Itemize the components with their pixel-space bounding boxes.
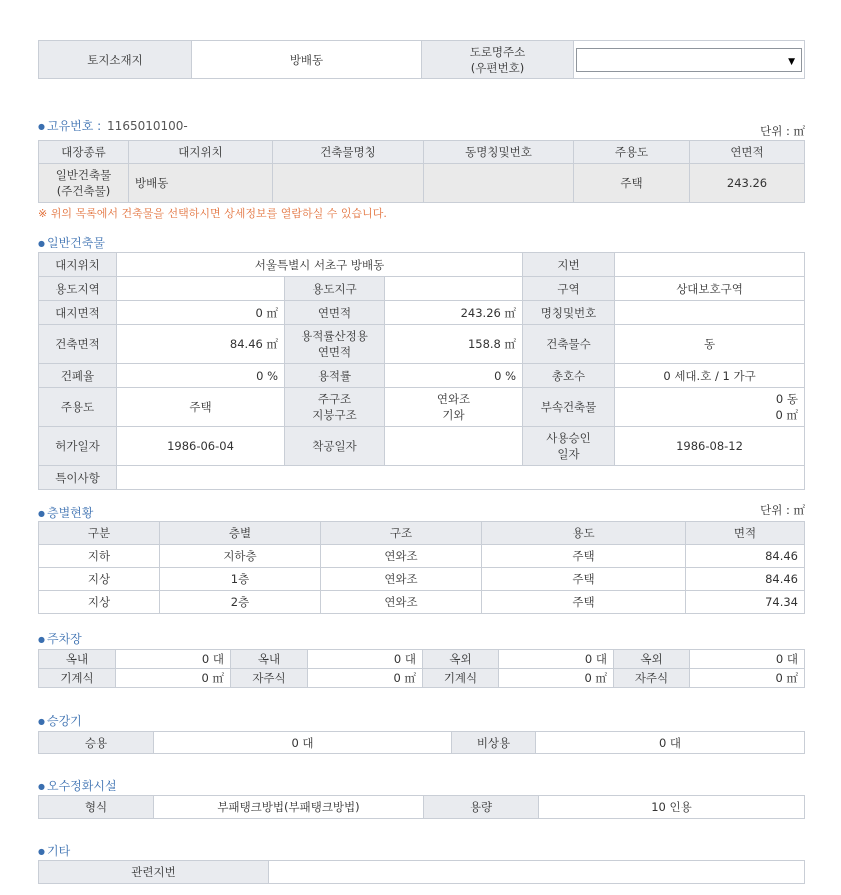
ledger-header: 동명칭및번호 bbox=[424, 141, 574, 164]
permit-date-value: 1986-06-04 bbox=[117, 427, 285, 466]
floors-title-text: 층별현황 bbox=[46, 506, 94, 520]
elevator-title-text: 승강기 bbox=[46, 714, 82, 728]
households-value: 0 세대.호 / 1 가구 bbox=[615, 364, 805, 388]
lot-value bbox=[615, 253, 805, 277]
floor-structure: 연와조 bbox=[321, 568, 482, 591]
floors-unit: 단위 : ㎡ bbox=[760, 503, 805, 517]
floor-use: 주택 bbox=[482, 545, 686, 568]
land-location-label: 토지소재지 bbox=[39, 41, 192, 79]
ledger-header: 연면적 bbox=[690, 141, 805, 164]
parking-value: 0 ㎡ bbox=[690, 669, 805, 688]
floor-level: 2층 bbox=[160, 591, 321, 614]
ledger-use: 주택 bbox=[574, 164, 690, 203]
structure-label-line2: 지붕구조 bbox=[312, 408, 357, 422]
site-area-value: 0 ㎡ bbox=[117, 301, 285, 325]
floor-use: 주택 bbox=[482, 591, 686, 614]
far-area-label-line2: 연면적 bbox=[317, 345, 352, 359]
unique-number bbox=[38, 117, 188, 134]
table-row bbox=[39, 591, 805, 614]
sewage-type-value: 부패탱크방법(부패탱크방법) bbox=[154, 796, 424, 819]
bullet-icon: ● bbox=[38, 782, 45, 791]
parking-label: 기계식 bbox=[39, 669, 116, 688]
emergency-elevator-value: 0 대 bbox=[536, 732, 805, 754]
selection-note: ※ 위의 목록에서 건축물을 선택하시면 상세정보를 열람하실 수 있습니다. bbox=[38, 207, 387, 220]
emergency-elevator-label: 비상용 bbox=[452, 732, 536, 754]
table-row bbox=[39, 568, 805, 591]
start-date-value bbox=[385, 427, 523, 466]
ledger-header: 대지위치 bbox=[129, 141, 273, 164]
parking-row bbox=[39, 650, 805, 669]
annex-label: 부속건축물 bbox=[523, 388, 615, 427]
bullet-icon: ● bbox=[38, 717, 45, 726]
road-address-cell bbox=[574, 41, 805, 79]
road-address-label-line1: 도로명주소 bbox=[469, 44, 526, 59]
related-lot-label: 관련지번 bbox=[39, 861, 269, 884]
site-area-label: 대지면적 bbox=[39, 301, 117, 325]
bcr-value: 0 % bbox=[117, 364, 285, 388]
ledger-type-line1: 일반건축물 bbox=[55, 168, 112, 182]
elevator-title bbox=[38, 712, 82, 729]
floors-header: 구조 bbox=[321, 522, 482, 545]
parking-value: 0 ㎡ bbox=[499, 669, 614, 688]
ledger-dong bbox=[424, 164, 574, 203]
parking-label: 옥내 bbox=[39, 650, 116, 669]
name-number-label: 명칭및번호 bbox=[523, 301, 615, 325]
sewage-title-text: 오수정화시설 bbox=[46, 779, 117, 793]
annex-value bbox=[615, 388, 805, 427]
parking-value: 0 대 bbox=[308, 650, 423, 669]
parking-value: 0 ㎡ bbox=[308, 669, 423, 688]
permit-date-label: 허가일자 bbox=[39, 427, 117, 466]
area-value: 상대보호구역 bbox=[615, 277, 805, 301]
parking-label: 기계식 bbox=[423, 669, 499, 688]
main-use-value: 주택 bbox=[117, 388, 285, 427]
start-date-label: 착공일자 bbox=[285, 427, 385, 466]
annex-value-line2: 0 ㎡ bbox=[775, 408, 799, 422]
far-value: 0 % bbox=[385, 364, 523, 388]
general-table bbox=[38, 252, 805, 490]
floors-header: 용도 bbox=[482, 522, 686, 545]
floors-header: 층별 bbox=[160, 522, 321, 545]
floors-title bbox=[38, 504, 93, 521]
parking-value: 0 ㎡ bbox=[116, 669, 231, 688]
ledger-location: 방배동 bbox=[129, 164, 273, 203]
site-location-label: 대지위치 bbox=[39, 253, 117, 277]
bullet-icon: ● bbox=[38, 239, 45, 248]
general-title-text: 일반건축물 bbox=[46, 236, 105, 250]
floor-category: 지상 bbox=[39, 591, 160, 614]
approval-date-value: 1986-08-12 bbox=[615, 427, 805, 466]
far-label: 용적률 bbox=[285, 364, 385, 388]
total-floor-area-label: 연면적 bbox=[285, 301, 385, 325]
floor-area: 84.46 bbox=[686, 568, 805, 591]
floor-category: 지하 bbox=[39, 545, 160, 568]
sewage-capacity-label: 용량 bbox=[424, 796, 539, 819]
parking-label: 자주식 bbox=[614, 669, 690, 688]
structure-label bbox=[285, 388, 385, 427]
bullet-icon: ● bbox=[38, 847, 45, 856]
area-label: 구역 bbox=[523, 277, 615, 301]
sewage-title bbox=[38, 777, 117, 794]
households-label: 총호수 bbox=[523, 364, 615, 388]
table-row bbox=[39, 545, 805, 568]
main-use-label: 주용도 bbox=[39, 388, 117, 427]
parking-label: 자주식 bbox=[231, 669, 308, 688]
sewage-capacity-value: 10 인용 bbox=[539, 796, 805, 819]
lot-label: 지번 bbox=[523, 253, 615, 277]
ledger-type-line2: (주건축물) bbox=[56, 184, 111, 198]
ledger-header: 건축물명칭 bbox=[273, 141, 424, 164]
ledger-type bbox=[39, 164, 129, 203]
approval-date-label bbox=[523, 427, 615, 466]
unique-number-value: 1165010100- bbox=[107, 119, 188, 133]
related-lot-value bbox=[269, 861, 805, 884]
ledger-header: 대장종류 bbox=[39, 141, 129, 164]
name-number-value bbox=[615, 301, 805, 325]
sewage-table bbox=[38, 795, 805, 819]
etc-table bbox=[38, 860, 805, 884]
annex-value-line1: 0 동 bbox=[775, 392, 799, 406]
parking-title-text: 주차장 bbox=[46, 632, 82, 646]
land-location-value: 방배동 bbox=[192, 41, 422, 79]
district-label: 용도지구 bbox=[285, 277, 385, 301]
floor-use: 주택 bbox=[482, 568, 686, 591]
far-area-label-line1: 용적률산정용 bbox=[301, 329, 368, 343]
structure-label-line1: 주구조 bbox=[317, 392, 352, 406]
bcr-label: 건폐율 bbox=[39, 364, 117, 388]
approval-date-label-line1: 사용승인 bbox=[546, 431, 591, 445]
district-value bbox=[385, 277, 523, 301]
parking-table bbox=[38, 649, 805, 688]
floor-structure: 연와조 bbox=[321, 545, 482, 568]
ledger-table bbox=[38, 140, 805, 203]
chevron-down-icon: ▼ bbox=[788, 56, 795, 67]
ledger-row[interactable] bbox=[39, 164, 805, 203]
ledger-area: 243.26 bbox=[690, 164, 805, 203]
structure-value bbox=[385, 388, 523, 427]
floor-level: 지하층 bbox=[160, 545, 321, 568]
address-table bbox=[38, 40, 805, 79]
ledger-name bbox=[273, 164, 424, 203]
floor-category: 지상 bbox=[39, 568, 160, 591]
passenger-elevator-label: 승용 bbox=[39, 732, 154, 754]
building-count-value: 동 bbox=[615, 325, 805, 364]
bullet-icon: ● bbox=[38, 509, 45, 518]
far-area-label bbox=[285, 325, 385, 364]
parking-label: 옥외 bbox=[423, 650, 499, 669]
road-address-label bbox=[422, 41, 574, 79]
floor-structure: 연와조 bbox=[321, 591, 482, 614]
parking-row bbox=[39, 669, 805, 688]
ledger-header: 주용도 bbox=[574, 141, 690, 164]
parking-label: 옥외 bbox=[614, 650, 690, 669]
approval-date-label-line2: 일자 bbox=[557, 447, 580, 461]
unique-number-label: 고유번호 : bbox=[46, 119, 102, 133]
sewage-type-label: 형식 bbox=[39, 796, 154, 819]
special-notes-value bbox=[117, 466, 805, 490]
floors-table bbox=[38, 521, 805, 614]
parking-value: 0 대 bbox=[116, 650, 231, 669]
floors-header: 구분 bbox=[39, 522, 160, 545]
floor-level: 1층 bbox=[160, 568, 321, 591]
special-notes-label: 특이사항 bbox=[39, 466, 117, 490]
far-area-value: 158.8 ㎡ bbox=[385, 325, 523, 364]
zone-value bbox=[117, 277, 285, 301]
zone-label: 용도지역 bbox=[39, 277, 117, 301]
parking-title bbox=[38, 630, 82, 647]
building-area-label: 건축면적 bbox=[39, 325, 117, 364]
parking-label: 옥내 bbox=[231, 650, 308, 669]
floors-header: 면적 bbox=[686, 522, 805, 545]
bullet-icon: ● bbox=[38, 122, 45, 131]
parking-value: 0 대 bbox=[499, 650, 614, 669]
floor-area: 74.34 bbox=[686, 591, 805, 614]
parking-value: 0 대 bbox=[690, 650, 805, 669]
ledger-unit: 단위 : ㎡ bbox=[760, 124, 805, 138]
total-floor-area-value: 243.26 ㎡ bbox=[385, 301, 523, 325]
structure-value-line1: 연와조 bbox=[436, 392, 471, 406]
structure-value-line2: 기와 bbox=[442, 408, 465, 422]
floor-area: 84.46 bbox=[686, 545, 805, 568]
passenger-elevator-value: 0 대 bbox=[154, 732, 452, 754]
building-count-label: 건축물수 bbox=[523, 325, 615, 364]
general-title bbox=[38, 234, 105, 251]
road-address-label-line2: (우편번호) bbox=[470, 60, 525, 75]
elevator-table bbox=[38, 731, 805, 754]
bullet-icon: ● bbox=[38, 635, 45, 644]
etc-title-text: 기타 bbox=[46, 844, 71, 858]
road-address-select[interactable] bbox=[576, 48, 802, 72]
etc-title bbox=[38, 842, 70, 859]
building-area-value: 84.46 ㎡ bbox=[117, 325, 285, 364]
site-location-value: 서울특별시 서초구 방배동 bbox=[117, 253, 523, 277]
